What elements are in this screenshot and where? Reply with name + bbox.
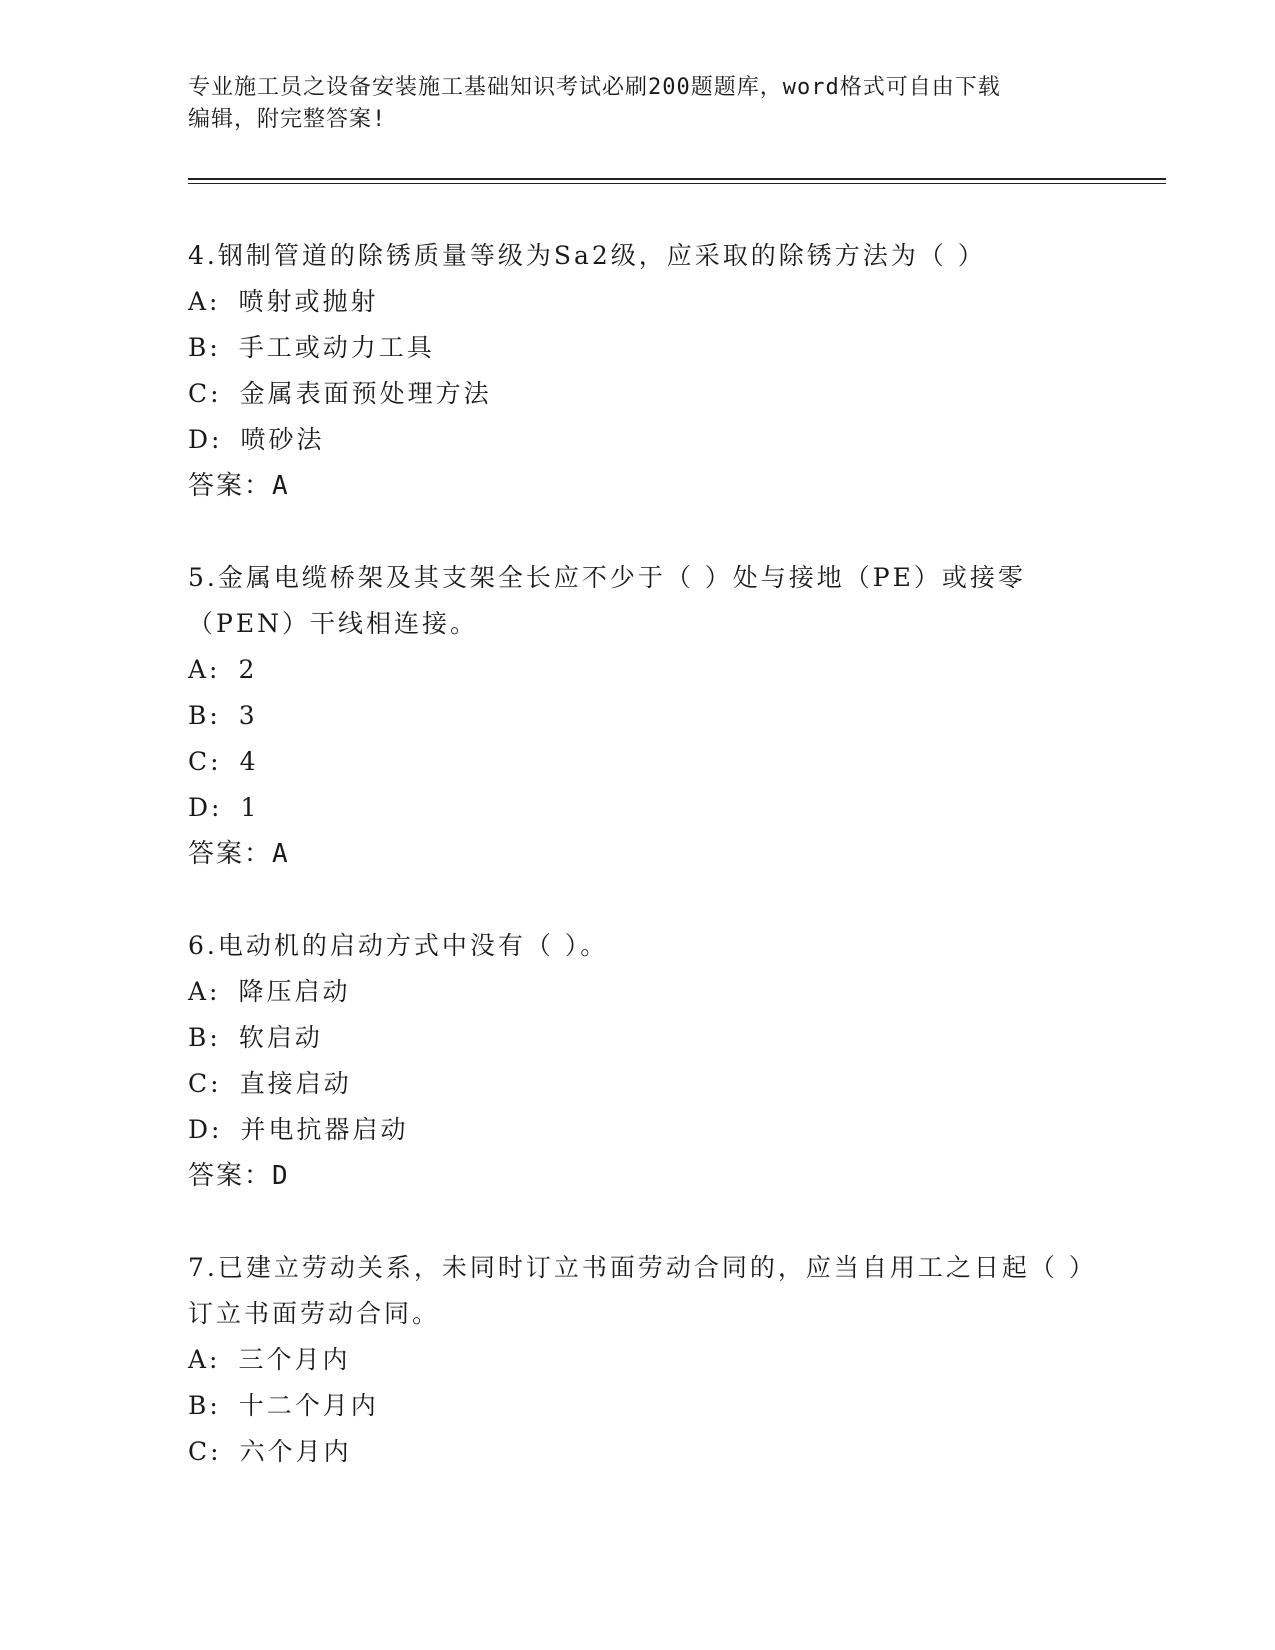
answer-value: A: [272, 839, 290, 869]
option-key: A:: [188, 977, 221, 1006]
question-stem: 6.电动机的启动方式中没有（ ）。: [188, 931, 609, 960]
option-text: 3: [238, 701, 258, 730]
option-a: [188, 279, 1088, 325]
answer-line: [188, 1153, 1088, 1199]
question-list: [188, 233, 1088, 1521]
option-text: 金属表面预处理方法: [239, 379, 492, 408]
option-d: [188, 1107, 1088, 1153]
answer-label: 答案：: [188, 1161, 273, 1191]
option-text: 三个月内: [238, 1345, 351, 1374]
question-7: [188, 1245, 1088, 1475]
header-divider-thick: [188, 178, 1166, 180]
option-c: [188, 371, 1088, 417]
option-key: B:: [188, 333, 221, 362]
option-b: [188, 1015, 1088, 1061]
option-key: A:: [188, 1345, 221, 1374]
option-a: [188, 1337, 1088, 1383]
option-b: [188, 325, 1088, 371]
option-text: 手工或动力工具: [238, 333, 435, 362]
question-5: [188, 555, 1088, 877]
option-key: A:: [188, 655, 221, 684]
option-text: 降压启动: [238, 977, 351, 1006]
answer-line: [188, 831, 1088, 877]
question-6: [188, 923, 1088, 1199]
option-b: [188, 693, 1088, 739]
option-c: [188, 1429, 1088, 1475]
page-header: [188, 72, 1088, 136]
option-text: 直接启动: [239, 1069, 352, 1098]
option-a: [188, 969, 1088, 1015]
option-c: [188, 1061, 1088, 1107]
option-key: B:: [188, 1023, 221, 1052]
answer-line: [188, 463, 1088, 509]
option-key: C:: [188, 1069, 222, 1098]
option-key: D:: [188, 425, 223, 454]
option-b: [188, 1383, 1088, 1429]
option-text: 六个月内: [239, 1437, 352, 1466]
option-text: 喷砂法: [240, 425, 325, 454]
option-key: D:: [188, 793, 223, 822]
answer-value: D: [272, 1161, 290, 1191]
option-text: 喷射或抛射: [238, 287, 379, 316]
option-a: [188, 647, 1088, 693]
option-text: 十二个月内: [238, 1391, 379, 1420]
option-text: 4: [239, 747, 259, 776]
question-4: [188, 233, 1088, 509]
answer-label: 答案：: [188, 839, 273, 869]
option-c: [188, 739, 1088, 785]
option-text: 并电抗器启动: [240, 1115, 409, 1144]
option-key: B:: [188, 1391, 221, 1420]
option-d: [188, 417, 1088, 463]
option-d: [188, 785, 1088, 831]
option-key: C:: [188, 379, 222, 408]
question-stem: 5.金属电缆桥架及其支架全长应不少于（ ）处与接地（PE）或接零（PEN）干线相连接。: [188, 563, 1026, 638]
header-title-line-1: 专业施工员之设备安装施工基础知识考试必刷200题题库，word格式可自由下载: [188, 75, 1001, 100]
option-key: D:: [188, 1115, 223, 1144]
question-stem: 4.钢制管道的除锈质量等级为Sa2级，应采取的除锈方法为（ ）: [188, 241, 986, 270]
header-divider-thin: [188, 183, 1166, 184]
option-text: 软启动: [238, 1023, 323, 1052]
option-key: A:: [188, 287, 221, 316]
option-text: 2: [238, 655, 258, 684]
option-key: B:: [188, 701, 221, 730]
header-title-line-2: 编辑，附完整答案!: [188, 107, 387, 132]
answer-value: A: [272, 471, 290, 501]
option-text: 1: [240, 793, 260, 822]
option-key: C:: [188, 747, 222, 776]
option-key: C:: [188, 1437, 222, 1466]
answer-label: 答案：: [188, 471, 273, 501]
question-stem: 7.已建立劳动关系，未同时订立书面劳动合同的，应当自用工之日起（ ）订立书面劳动合同。: [188, 1253, 1085, 1328]
